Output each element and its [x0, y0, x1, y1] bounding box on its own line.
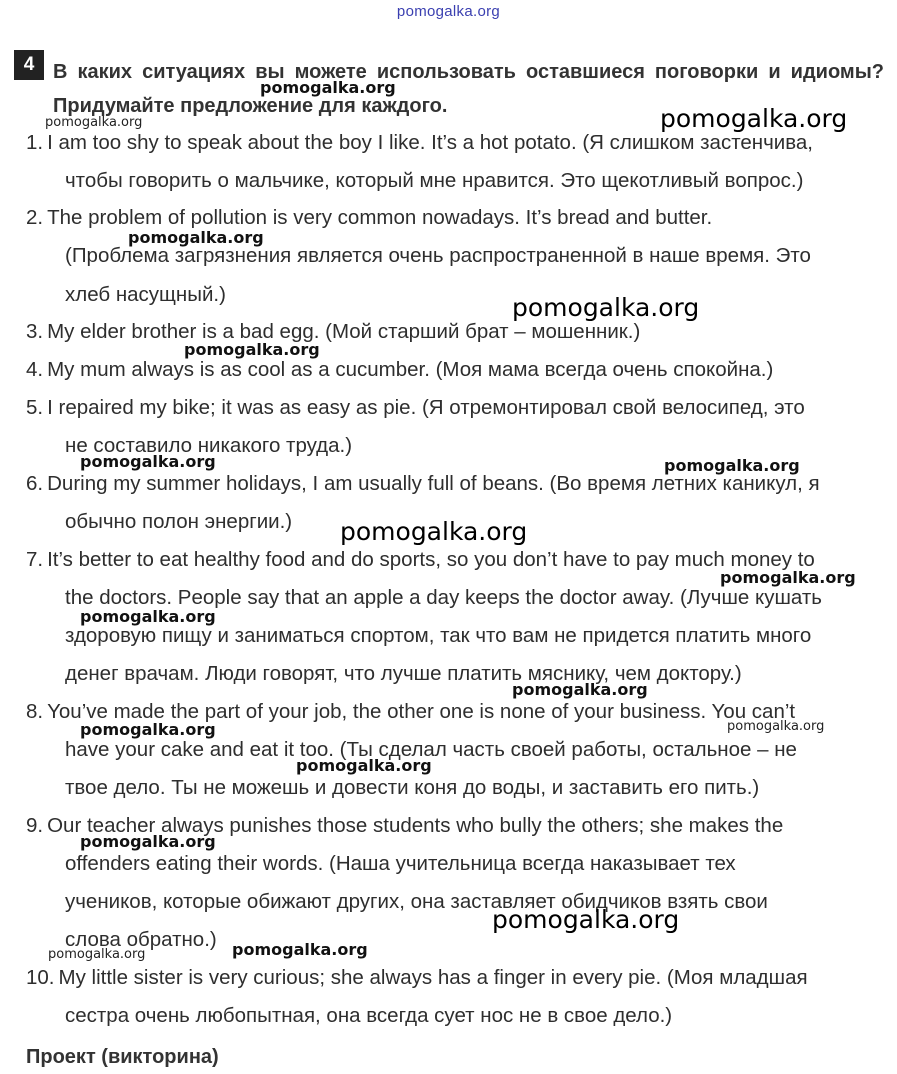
list-item-line: [65, 168, 803, 194]
watermark: pomogalka.org: [340, 517, 528, 546]
list-item-line: [26, 965, 808, 991]
top-watermark: pomogalka.org: [396, 3, 501, 20]
item-text: здоровую пищу и заниматься спортом, так что вам не придется платить много: [65, 624, 812, 647]
watermark: pomogalka.org: [512, 293, 700, 322]
task-number-badge: 4: [14, 50, 44, 80]
item-text: have your cake and eat it too. (Ты сделал часть своей работы, остальное – не: [65, 738, 797, 761]
item-number: 3.: [26, 320, 44, 343]
item-text: the doctors. People say that an apple a day keeps the doctor away. (Лучше кушать: [65, 586, 822, 609]
watermark: pomogalka.org: [512, 680, 648, 699]
item-text: My mum always is as cool as a cucumber. (Моя мама всегда очень спокойна.): [47, 358, 774, 381]
list-item-line: [65, 851, 736, 877]
item-number: 6.: [26, 472, 44, 495]
watermark: pomogalka.org: [232, 940, 368, 959]
list-item-line: [26, 547, 815, 573]
watermark: pomogalka.org: [48, 947, 146, 962]
item-number: 9.: [26, 814, 44, 837]
item-number: 4.: [26, 358, 44, 381]
list-item-line: [26, 395, 805, 421]
item-text: не составило никакого труда.): [65, 434, 353, 457]
section-title: Проект (викторина): [26, 1046, 219, 1068]
watermark: pomogalka.org: [660, 104, 848, 133]
item-number: 2.: [26, 206, 44, 229]
item-number: 8.: [26, 700, 44, 723]
watermark: pomogalka.org: [80, 452, 216, 471]
item-text: offenders eating their words. (Наша учительница всегда наказывает тех: [65, 852, 736, 875]
watermark: pomogalka.org: [720, 568, 856, 587]
list-item-line: [65, 282, 226, 308]
item-number: 7.: [26, 548, 44, 571]
item-text: It’s better to eat healthy food and do sports, so you don’t have to pay much money to: [47, 548, 815, 571]
watermark: pomogalka.org: [260, 78, 396, 97]
watermark: pomogalka.org: [492, 905, 680, 934]
list-item-line: [65, 509, 292, 535]
item-text: The problem of pollution is very common nowadays. It’s bread and butter.: [47, 206, 713, 229]
item-text: You’ve made the part of your job, the other one is none of your business. You can’t: [47, 700, 796, 723]
watermark: pomogalka.org: [128, 228, 264, 247]
watermark: pomogalka.org: [80, 720, 216, 739]
item-text: чтобы говорить о мальчике, который мне нравится. Это щекотливый вопрос.): [65, 169, 804, 192]
watermark: pomogalka.org: [664, 456, 800, 475]
list-item-line: [65, 775, 759, 801]
list-item-line: [26, 130, 884, 156]
list-item-line: [26, 357, 773, 383]
item-text: слова обратно.): [65, 928, 217, 951]
item-text: I am too shy to speak about the boy I like. It’s a hot potato. (Я слишком застенчива,: [47, 131, 813, 154]
watermark: pomogalka.org: [45, 115, 143, 130]
watermark: pomogalka.org: [80, 607, 216, 626]
item-text: My elder brother is a bad egg. (Мой старший брат – мошенник.): [47, 320, 641, 343]
item-number: 10.: [26, 966, 55, 989]
watermark: pomogalka.org: [296, 756, 432, 775]
item-text: учеников, которые обижают других, она заставляет обидчиков взять свои: [65, 890, 768, 913]
item-text: денег врачам. Люди говорят, что лучше платить мяснику, чем доктору.): [65, 662, 742, 685]
watermark: pomogalka.org: [727, 719, 825, 734]
item-text: My little sister is very curious; she always has a finger in every pie. (Моя младшая: [58, 966, 808, 989]
item-text: During my summer holidays, I am usually full of beans. (Во время летних каникул, я: [47, 472, 820, 495]
task-instruction: В каких ситуациях вы можете использовать оставшиеся поговорки и идиомы? Придумайте предложение для каждого.: [53, 61, 884, 117]
item-number: 1.: [26, 131, 44, 154]
list-item-line: [26, 319, 640, 345]
list-item-line: [65, 1003, 672, 1029]
item-text: сестра очень любопытная, она всегда сует нос не в свое дело.): [65, 1004, 673, 1027]
item-text: хлеб насущный.): [65, 283, 226, 306]
item-text: (Проблема загрязнения является очень распространенной в наше время. Это: [65, 244, 811, 267]
watermark: pomogalka.org: [184, 340, 320, 359]
item-text: I repaired my bike; it was as easy as pie. (Я отремонтировал свой велосипед, это: [47, 396, 805, 419]
item-text: твое дело. Ты не можешь и довести коня до воды, и заставить его пить.): [65, 776, 760, 799]
item-text: обычно полон энергии.): [65, 510, 293, 533]
list-item-line: [65, 623, 811, 649]
watermark: pomogalka.org: [80, 832, 216, 851]
item-number: 5.: [26, 396, 44, 419]
item-text: Our teacher always punishes those students who bully the others; she makes the: [47, 814, 784, 837]
